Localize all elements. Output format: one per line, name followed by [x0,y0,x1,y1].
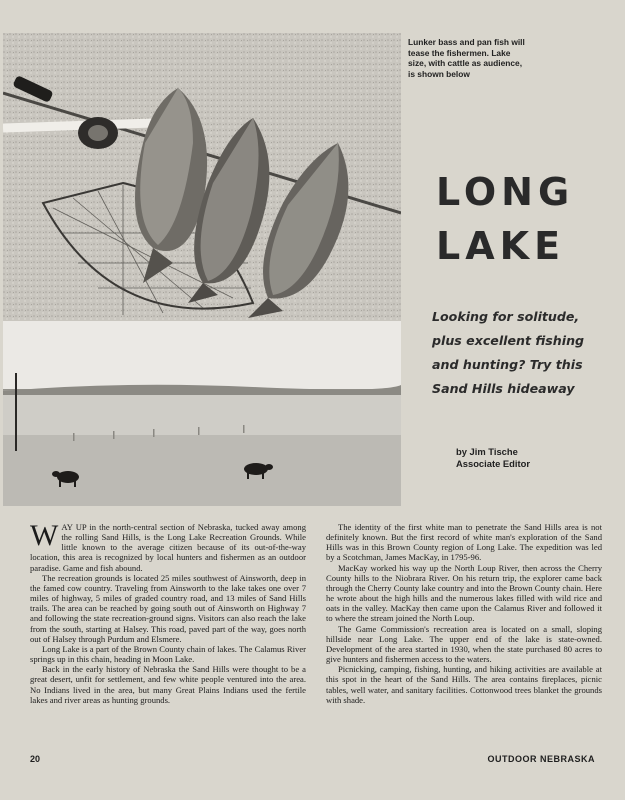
article-paragraph: The recreation grounds is located 25 miles southwest of Ainsworth, deep in the famed cow country. Traveling from Ainsworth to the lake takes one over 7 miles of highway, 5 miles of graded country road, and 13 miles of Sand Hills trails. The area can be reached by going south out of Ainsworth on Highway 7 and following the state recreation-ground signs. Visitors can also reach the lake from the south, starting at Halsey. This road, paved part of the way, goes north out of Halsey through Purdum and Elsmere. [30,572,306,644]
byline-author: by Jim Tische [456,446,518,457]
title-line-1: LONG [436,170,575,214]
photo-caption: Lunker bass and pan fish will tease the fishermen. Lake size, with cattle as audience, is shown below [408,37,525,79]
paragraph-text: AY UP in the north-central section of Nebraska, tucked away among the rolling Sand Hills, is the Long Lake Recreation Grounds. While little known to the average citizen because of its out-of-the-way location, this area is recognized by local hunters and fishermen as an outdoor paradise. Game and fish abound. [30,522,306,573]
article-column-left [30,519,306,705]
article-paragraph: MacKay worked his way up the North Loup River, then across the Cherry County hills to the Niobrara River. On his return trip, the explorer came back through the Cherry County lake country and into the Brown County chain. Here he wrote about the high hills and the numerous lakes filled with wild rice and oats in the valley. MacKay then came upon the Calamus River and followed it to where the stream joined the North Loup. [326,562,602,624]
article-paragraph: The identity of the first white man to penetrate the Sand Hills area is not definitely known. But the first record of white man's exploration of the Sand Hills was in this Brown County region of Long Lake. The expedition was led by a Scotchman, James MacKay, in 1795-96. [326,522,602,563]
article-paragraph: Long Lake is a part of the Brown County chain of lakes. The Calamus River springs up in this chain, heading in Moon Lake. [30,643,306,665]
title-line-2: LAKE [436,224,566,268]
article-paragraph: Picnicking, camping, fishing, hunting, and hiking activities are available at this spot in the heart of the Sand Hills. The area contains fireplaces, picnic tables, well water, and sanitary facilities. Cottonwood trees blanket the grounds with shade. [326,664,602,705]
byline-role: Associate Editor [456,458,530,469]
page-number: 20 [30,754,41,764]
article-paragraph: The Game Commission's recreation area is located on a small, sloping hillside near Long Lake. The upper end of the lake is state-owned. Development of the area started in 1930, when the state purchased 80 acres to give hunters and fishermen access to the waters. [326,623,602,665]
article-column-right [326,522,602,705]
article-paragraph [30,519,306,573]
byline [456,446,606,470]
subtitle: Looking for solitude, plus excellent fishing and hunting? Try this Sand Hills hideaway [432,309,585,396]
fish-photo [3,33,401,321]
fish-photo-drawing [3,33,401,321]
lake-photo-drawing [3,321,401,506]
article-paragraph: Back in the early history of Nebraska the Sand Hills were thought to be a great desert, unfit for settlement, and few white people ventured into the area. No Indians lived in the area, but many Great Plains Indians used the fertile lakes and river areas as hunting grounds. [30,664,306,705]
magazine-name: OUTDOOR NEBRASKA [487,754,595,764]
drop-cap: W [30,519,59,552]
lake-photo [3,321,401,506]
